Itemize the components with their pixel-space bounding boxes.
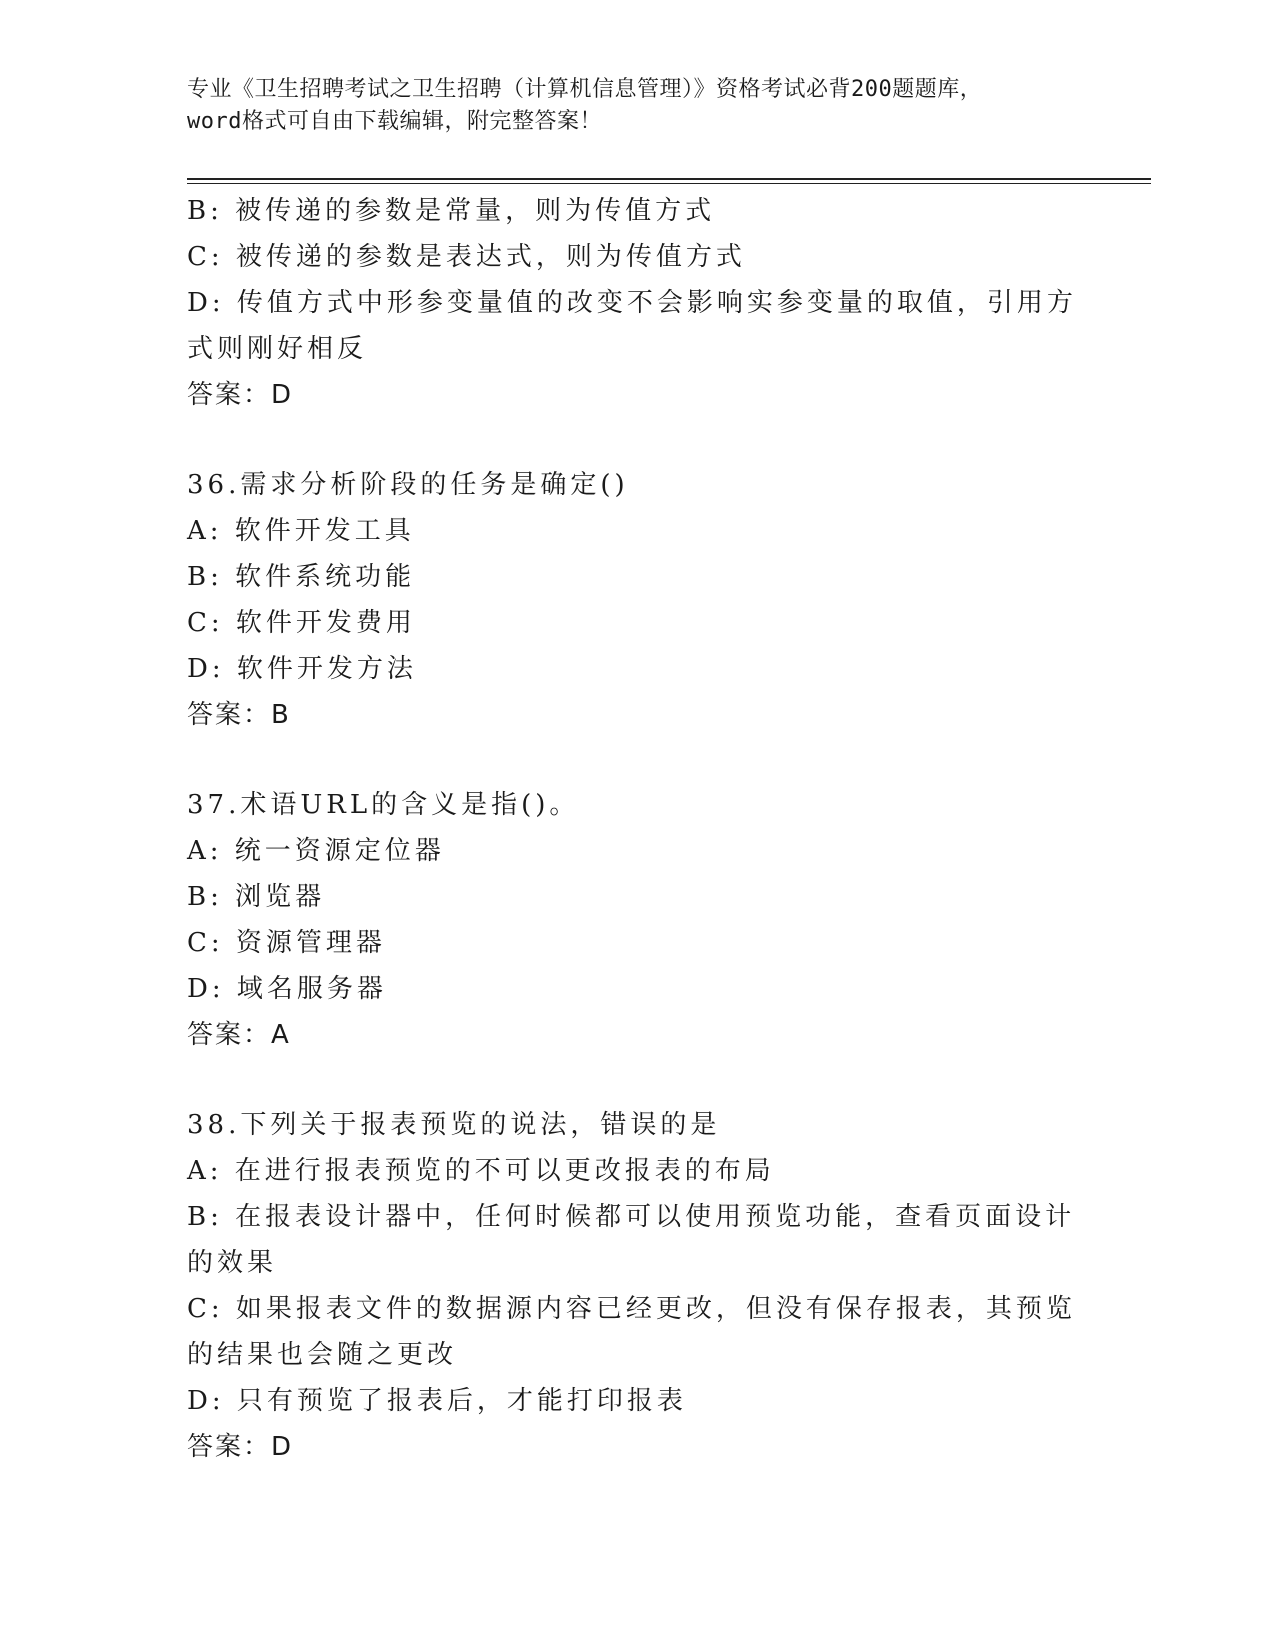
question-stem: 38.下列关于报表预览的说法，错误的是	[187, 1110, 721, 1140]
option-a: A: 统一资源定位器	[187, 836, 445, 866]
question-38	[187, 1102, 1087, 1470]
option-a: A: 软件开发工具	[187, 516, 415, 546]
answer: 答案：B	[187, 700, 291, 730]
header-divider-thin	[187, 183, 1151, 184]
option-b: B: 软件系统功能	[187, 562, 416, 592]
option-c: C: 资源管理器	[187, 928, 386, 958]
question-stem: 36.需求分析阶段的任务是确定()	[187, 470, 629, 500]
option-d: D: 软件开发方法	[187, 654, 417, 684]
option-a: A: 在进行报表预览的不可以更改报表的布局	[187, 1156, 775, 1186]
question-stem: 37.术语URL的含义是指()。	[187, 790, 580, 820]
header-line-2: word格式可自由下载编辑，附完整答案！	[187, 109, 602, 134]
option-d: D: 只有预览了报表后，才能打印报表	[187, 1386, 687, 1416]
option-b: B: 被传递的参数是常量，则为传值方式	[187, 196, 716, 226]
option-c: C: 被传递的参数是表达式，则为传值方式	[187, 242, 746, 272]
answer: 答案：D	[187, 1432, 294, 1462]
option-d: D: 传值方式中形参变量值的改变不会影响实参变量的取值，引用方式则刚好相反	[187, 288, 1077, 364]
question-36	[187, 462, 1087, 738]
document-header	[187, 74, 1087, 138]
option-c: C: 如果报表文件的数据源内容已经更改，但没有保存报表，其预览的结果也会随之更改	[187, 1294, 1076, 1370]
answer: 答案：D	[187, 380, 294, 410]
answer: 答案：A	[187, 1020, 291, 1050]
option-c: C: 软件开发费用	[187, 608, 416, 638]
header-line-1: 专业《卫生招聘考试之卫生招聘（计算机信息管理）》资格考试必背200题题库，	[187, 77, 983, 102]
option-d: D: 域名服务器	[187, 974, 387, 1004]
question-content	[187, 188, 1087, 1470]
header-divider-thick	[187, 178, 1151, 180]
option-b: B: 在报表设计器中，任何时候都可以使用预览功能，查看页面设计的效果	[187, 1202, 1076, 1278]
option-b: B: 浏览器	[187, 882, 326, 912]
question-35-continued	[187, 188, 1087, 418]
question-37	[187, 782, 1087, 1058]
